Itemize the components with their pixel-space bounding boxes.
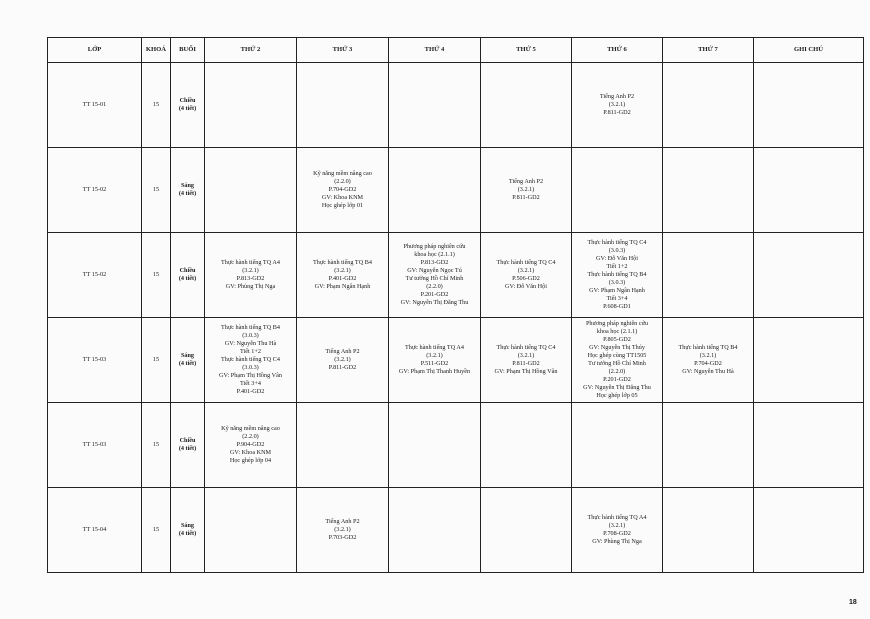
schedule-cell-notes bbox=[754, 488, 864, 573]
schedule-cell-friday bbox=[572, 403, 663, 488]
session-line: (4 tiết) bbox=[178, 360, 197, 367]
timetable-body bbox=[48, 63, 864, 573]
schedule-cell-friday bbox=[572, 233, 663, 318]
schedule-line: (3.2.1) bbox=[608, 101, 626, 108]
schedule-line: P.703-GD2 bbox=[328, 534, 357, 541]
schedule-line: Tiếng Anh P2 bbox=[325, 518, 360, 525]
session-line: (4 tiết) bbox=[178, 190, 197, 197]
schedule-line: Thực hành tiếng TQ B4 bbox=[678, 344, 738, 351]
session-cell bbox=[171, 63, 205, 148]
schedule-cell-saturday bbox=[663, 403, 754, 488]
schedule-cell-notes bbox=[754, 148, 864, 233]
schedule-line: (3.2.1) bbox=[517, 267, 535, 274]
header-session: BUỔI bbox=[171, 38, 205, 63]
session-line: Sáng bbox=[180, 522, 195, 529]
schedule-line: Kỹ năng mềm nâng cao bbox=[221, 425, 280, 432]
table-row bbox=[48, 233, 864, 318]
schedule-cell-wednesday bbox=[389, 63, 481, 148]
header-wednesday: THỨ 4 bbox=[389, 38, 481, 63]
schedule-line: Tiếng Anh P2 bbox=[508, 178, 544, 185]
schedule-line: P.811-GD2 bbox=[512, 194, 540, 201]
schedule-cell-tuesday bbox=[297, 318, 389, 403]
timetable bbox=[47, 37, 864, 573]
schedule-line: Thực hành tiếng TQ B4 bbox=[313, 259, 372, 266]
schedule-line: GV: Phùng Thị Nga bbox=[592, 538, 642, 545]
schedule-line: (2.2.0) bbox=[426, 283, 443, 290]
schedule-cell-monday bbox=[205, 318, 297, 403]
schedule-cell-monday bbox=[205, 63, 297, 148]
schedule-line: Thực hành tiếng TQ B4 bbox=[221, 324, 280, 331]
khoa-cell: 15 bbox=[142, 488, 171, 573]
schedule-cell-tuesday bbox=[297, 403, 389, 488]
schedule-line: (3.2.1) bbox=[426, 352, 443, 359]
schedule-line: P.201-GD2 bbox=[603, 376, 631, 383]
schedule-line: Thực hành tiếng TQ A4 bbox=[587, 514, 647, 521]
schedule-line: Phương pháp nghiên cứu bbox=[585, 320, 649, 327]
schedule-line: Kỹ năng mềm nâng cao bbox=[313, 170, 372, 177]
schedule-line: Thực hành tiếng TQ C4 bbox=[496, 344, 556, 351]
schedule-line: GV: Phạm Thị Hồng Vân bbox=[494, 368, 558, 375]
khoa-cell: 15 bbox=[142, 403, 171, 488]
schedule-line: (3.0.3) bbox=[608, 279, 626, 286]
schedule-cell-notes bbox=[754, 63, 864, 148]
schedule-line: P.201-GD2 bbox=[420, 291, 449, 298]
schedule-line: GV: Phạm Thị Thanh Huyền bbox=[398, 368, 471, 375]
session-line: Sáng bbox=[180, 182, 195, 189]
schedule-line: P.608-GD1 bbox=[603, 303, 631, 310]
schedule-cell-thursday bbox=[481, 318, 572, 403]
session-line: (4 tiết) bbox=[178, 105, 197, 112]
schedule-line: GV: Phạm Thị Hồng Vân bbox=[219, 372, 282, 379]
schedule-cell-friday bbox=[572, 148, 663, 233]
header-khoa: KHOÁ bbox=[142, 38, 171, 63]
khoa-cell: 15 bbox=[142, 318, 171, 403]
session-line: (4 tiết) bbox=[178, 530, 197, 537]
header-saturday: THỨ 7 bbox=[663, 38, 754, 63]
schedule-line: GV: Khoa KNM bbox=[229, 449, 272, 456]
schedule-line: Học ghép lớp 01 bbox=[321, 202, 364, 209]
schedule-line: Thực hành tiếng TQ C4 bbox=[221, 356, 280, 363]
schedule-line: GV: Nguyễn Thu Hà bbox=[682, 368, 734, 375]
schedule-line: Thực hành tiếng TQ A4 bbox=[405, 344, 464, 351]
schedule-line: (3.2.1) bbox=[699, 352, 717, 359]
schedule-cell-thursday bbox=[481, 233, 572, 318]
schedule-line: Thực hành tiếng TQ A4 bbox=[221, 259, 280, 266]
class-cell: TT 15-02 bbox=[48, 233, 142, 318]
schedule-line: khoa học (2.1.1) bbox=[414, 251, 455, 258]
class-cell: TT 15-01 bbox=[48, 63, 142, 148]
schedule-cell-thursday bbox=[481, 403, 572, 488]
schedule-cell-tuesday bbox=[297, 63, 389, 148]
schedule-line: P.904-GD2 bbox=[236, 441, 265, 448]
schedule-line: (3.2.1) bbox=[242, 267, 259, 274]
schedule-line: GV: Phạm Ngân Hạnh bbox=[589, 287, 645, 294]
table-row bbox=[48, 148, 864, 233]
schedule-line: P.506-GD2 bbox=[512, 275, 540, 282]
schedule-line: P.811-GD2 bbox=[328, 364, 357, 371]
schedule-line: Tư tưởng Hồ Chí Minh bbox=[405, 275, 464, 282]
schedule-line: (3.2.1) bbox=[517, 352, 535, 359]
schedule-line: Tiết 1+2 bbox=[606, 263, 628, 270]
schedule-line: Thực hành tiếng TQ B4 bbox=[587, 271, 647, 278]
schedule-line: Học ghép lớp 05 bbox=[596, 392, 638, 399]
schedule-cell-wednesday bbox=[389, 403, 481, 488]
session-cell bbox=[171, 488, 205, 573]
class-cell: TT 15-04 bbox=[48, 488, 142, 573]
schedule-line: (3.2.1) bbox=[608, 522, 626, 529]
schedule-cell-friday bbox=[572, 318, 663, 403]
schedule-line: Tiếng Anh P2 bbox=[599, 93, 635, 100]
schedule-line: P.401-GD2 bbox=[328, 275, 357, 282]
header-tuesday: THỨ 3 bbox=[297, 38, 389, 63]
khoa-cell: 15 bbox=[142, 63, 171, 148]
schedule-cell-tuesday bbox=[297, 148, 389, 233]
schedule-line: P.704-GD2 bbox=[694, 360, 722, 367]
schedule-cell-saturday bbox=[663, 148, 754, 233]
schedule-line: (3.0.3) bbox=[608, 247, 626, 254]
schedule-line: Thực hành tiếng TQ C4 bbox=[587, 239, 647, 246]
header-class: LỚP bbox=[48, 38, 142, 63]
schedule-line: P.805-GD2 bbox=[603, 336, 631, 343]
schedule-line: P.708-GD2 bbox=[603, 530, 631, 537]
schedule-line: Học ghép cùng TT1505 bbox=[587, 352, 647, 359]
schedule-line: (3.2.1) bbox=[334, 526, 351, 533]
schedule-cell-friday bbox=[572, 63, 663, 148]
schedule-line: GV: Đỗ Văn Hội bbox=[505, 283, 547, 290]
schedule-line: GV: Phạm Ngân Hạnh bbox=[314, 283, 371, 290]
schedule-line: (3.2.1) bbox=[517, 186, 535, 193]
schedule-line: (3.2.1) bbox=[334, 267, 351, 274]
schedule-line: P.811-GD2 bbox=[603, 109, 631, 116]
session-line: (4 tiết) bbox=[178, 445, 197, 452]
schedule-line: GV: Nguyễn Thu Hà bbox=[224, 340, 277, 347]
schedule-line: P.401-GD2 bbox=[236, 388, 265, 395]
table-row bbox=[48, 403, 864, 488]
schedule-cell-wednesday bbox=[389, 488, 481, 573]
schedule-line: P.813-GD2 bbox=[236, 275, 265, 282]
schedule-line: (3.0.3) bbox=[242, 364, 259, 371]
schedule-cell-monday bbox=[205, 403, 297, 488]
schedule-line: Tư tưởng Hồ Chí Minh bbox=[588, 360, 646, 367]
session-line: Chiều bbox=[179, 267, 196, 274]
header-monday: THỨ 2 bbox=[205, 38, 297, 63]
class-cell: TT 15-03 bbox=[48, 403, 142, 488]
schedule-line: Tiết 3+4 bbox=[606, 295, 628, 302]
session-cell bbox=[171, 148, 205, 233]
schedule-line: P.813-GD2 bbox=[420, 259, 449, 266]
schedule-line: Thực hành tiếng TQ C4 bbox=[496, 259, 556, 266]
header-friday: THỨ 6 bbox=[572, 38, 663, 63]
class-cell: TT 15-02 bbox=[48, 148, 142, 233]
session-cell bbox=[171, 233, 205, 318]
schedule-line: (3.0.3) bbox=[242, 332, 259, 339]
schedule-line: Học ghép lớp 04 bbox=[229, 457, 272, 464]
schedule-line: Phương pháp nghiên cứu bbox=[403, 243, 466, 250]
page-number: 18 bbox=[849, 599, 857, 606]
session-line: (4 tiết) bbox=[178, 275, 197, 282]
schedule-line: (3.2.1) bbox=[334, 356, 351, 363]
class-cell: TT 15-03 bbox=[48, 318, 142, 403]
schedule-line: (2.2.0) bbox=[334, 178, 351, 185]
schedule-line: (2.2.0) bbox=[608, 368, 626, 375]
schedule-line: P.704-GD2 bbox=[328, 186, 357, 193]
schedule-cell-notes bbox=[754, 318, 864, 403]
schedule-cell-thursday bbox=[481, 63, 572, 148]
schedule-cell-saturday bbox=[663, 318, 754, 403]
schedule-line: Tiết 1+2 bbox=[240, 348, 261, 355]
schedule-cell-friday bbox=[572, 488, 663, 573]
schedule-cell-wednesday bbox=[389, 318, 481, 403]
schedule-line: Tiết 3+4 bbox=[240, 380, 261, 387]
schedule-line: GV: Nguyễn Thị Đăng Thu bbox=[400, 299, 469, 306]
schedule-line: GV: Khoa KNM bbox=[321, 194, 364, 201]
session-cell bbox=[171, 318, 205, 403]
schedule-cell-monday bbox=[205, 233, 297, 318]
session-line: Chiều bbox=[179, 97, 196, 104]
schedule-cell-tuesday bbox=[297, 488, 389, 573]
schedule-line: (2.2.0) bbox=[242, 433, 259, 440]
schedule-cell-wednesday bbox=[389, 233, 481, 318]
schedule-line: GV: Đỗ Văn Hội bbox=[596, 255, 638, 262]
schedule-line: GV: Nguyễn Thị Thúy bbox=[589, 344, 645, 351]
schedule-cell-tuesday bbox=[297, 233, 389, 318]
schedule-line: GV: Phùng Thị Nga bbox=[225, 283, 276, 290]
header-notes: GHI CHÚ bbox=[754, 38, 864, 63]
schedule-line: GV: Nguyễn Ngọc Tú bbox=[407, 267, 462, 274]
table-row bbox=[48, 318, 864, 403]
schedule-cell-saturday bbox=[663, 63, 754, 148]
session-cell bbox=[171, 403, 205, 488]
schedule-line: P.811-GD2 bbox=[512, 360, 540, 367]
header-row bbox=[48, 38, 864, 63]
khoa-cell: 15 bbox=[142, 148, 171, 233]
schedule-cell-monday bbox=[205, 148, 297, 233]
khoa-cell: 15 bbox=[142, 233, 171, 318]
schedule-cell-thursday bbox=[481, 488, 572, 573]
schedule-cell-notes bbox=[754, 233, 864, 318]
session-line: Sáng bbox=[180, 352, 195, 359]
schedule-cell-notes bbox=[754, 403, 864, 488]
schedule-cell-monday bbox=[205, 488, 297, 573]
schedule-line: GV: Nguyễn Thị Đăng Thu bbox=[583, 384, 651, 391]
table-row bbox=[48, 488, 864, 573]
schedule-line: khoa học (2.1.1) bbox=[596, 328, 638, 335]
schedule-cell-thursday bbox=[481, 148, 572, 233]
schedule-line: P.511-GD2 bbox=[420, 360, 449, 367]
schedule-line: Tiếng Anh P2 bbox=[325, 348, 360, 355]
schedule-cell-saturday bbox=[663, 233, 754, 318]
session-line: Chiều bbox=[179, 437, 196, 444]
table-row bbox=[48, 63, 864, 148]
schedule-cell-wednesday bbox=[389, 148, 481, 233]
header-thursday: THỨ 5 bbox=[481, 38, 572, 63]
schedule-cell-saturday bbox=[663, 488, 754, 573]
